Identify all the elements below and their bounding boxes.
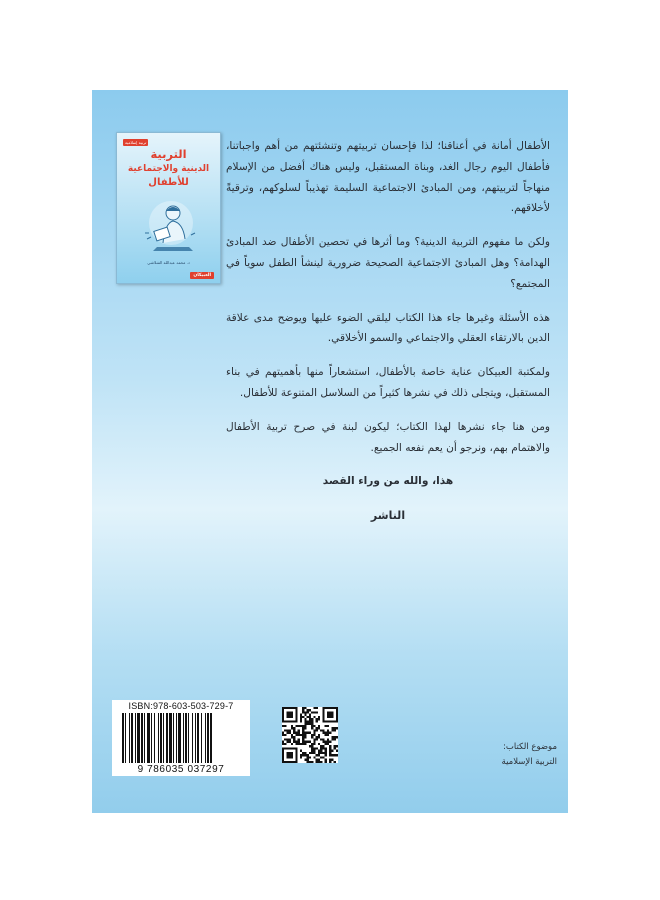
thumbnail-author: د. محمد عبدالله الشلاشي: [147, 260, 190, 265]
paragraph-2: ولكن ما مفهوم التربية الدينية؟ وما أثرها في تحصين الأطفال ضد المبادئ الهدامة؟ وهل المبادئ الاجتماعية الصحيحة ضرورية لينشأ الطفل سوياً في المجتمع؟: [226, 236, 550, 290]
subject-value: التربية الإسلامية: [501, 757, 557, 767]
thumbnail-title-line3: للأطفال: [148, 177, 189, 188]
isbn-label: ISBN:978-603-503-729-7: [128, 701, 234, 711]
qr-code-icon: [282, 707, 338, 763]
thumbnail-title: [117, 147, 220, 190]
barcode-bars-icon: [122, 713, 240, 763]
signature: الناشر: [370, 509, 406, 523]
front-cover-thumbnail: [116, 132, 221, 284]
blurb-text: [226, 136, 550, 540]
paragraph-5: ومن هنا جاء نشرها لهذا الكتاب؛ ليكون لبنة في صرح تربية الأطفال والاهتمام بهم، ونرجو أن يعم نفعه الجميع.: [226, 420, 550, 454]
category-badge: تربية إسلامية: [125, 140, 147, 145]
publisher-logo: العبيكان: [190, 272, 214, 279]
book-subject: [447, 740, 557, 770]
thumbnail-title-line1: التربية: [150, 147, 187, 161]
subject-label: موضوع الكتاب:: [503, 742, 557, 752]
child-reading-illustration-icon: [133, 199, 203, 257]
isbn-barcode: [112, 700, 250, 776]
paragraph-1: الأطفال أمانة في أعناقنا؛ لذا فإحسان تربيتهم وتنشئتهم من أهم واجباتنا، فأطفال اليوم رجال الغد، وبناة المستقبل، وليس هناك أفضل من الإسلام منهاجاً لتربيتهم، ومن المبادئ الاجتماعية السليمة تهذيباً لسلوكهم، وترقيةً لأخلاقهم.: [226, 140, 550, 215]
paragraph-3: هذه الأسئلة وغيرها جاء هذا الكتاب ليلقي الضوء عليها ويوضح مدى علاقة الدين بالارتقاء العقلي والاجتماعي والسمو الأخلاقي.: [226, 311, 550, 345]
paragraph-4: ولمكتبة العبيكان عناية خاصة بالأطفال، استشعاراً منها بأهميتهم في بناء المستقبل، ويتجلى ذلك في نشرها كثيراً من السلاسل المتنوعة للأطفال.: [226, 366, 550, 399]
thumbnail-title-line2: الدينية والاجتماعية: [127, 164, 210, 174]
isbn-digits: 9 786035 037297: [137, 764, 225, 775]
back-cover: [92, 90, 568, 813]
closing-line: هذا، والله من وراء القصد: [322, 475, 454, 488]
